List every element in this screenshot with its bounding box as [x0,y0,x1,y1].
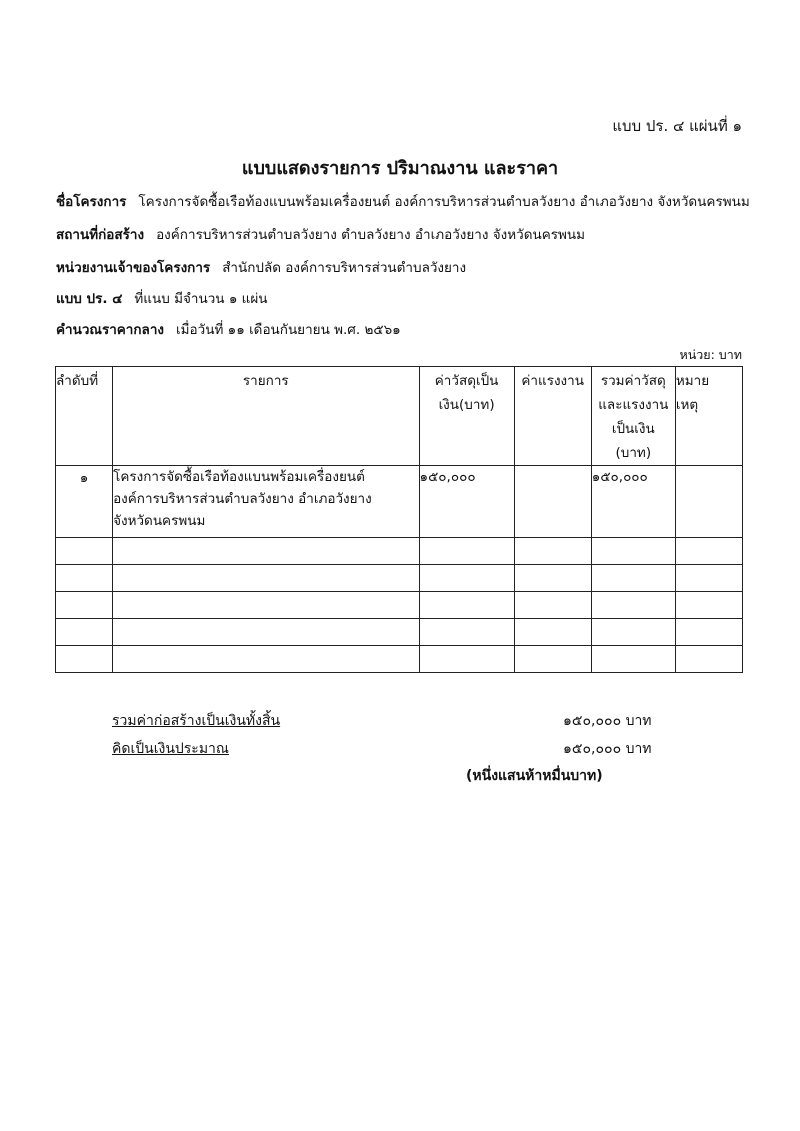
row-remark [675,466,742,538]
header-item: รายการ [113,367,419,466]
row-description: โครงการจัดซื้อเรือท้องแบนพร้อมเครื่องยนต์ องค์การบริหารส่วนตำบลวังยาง อำเภอวังยาง จังหวัดนครพนม [113,466,419,538]
approx-cost-value: ๑๕๐,๐๐๐ บาท [563,741,652,757]
items-table [55,366,743,673]
total-cost-label: รวมค่าก่อสร้างเป็นเงินทั้งสิ้น [112,713,281,729]
form-value: ที่แนบ มีจำนวน ๑ แผ่น [134,291,268,307]
approx-cost-label: คิดเป็นเงินประมาณ [112,741,229,757]
total-cost-value: ๑๕๐,๐๐๐ บาท [563,713,652,729]
row-material-cost: ๑๕๐,๐๐๐ [419,466,514,538]
document-title: แบบแสดงรายการ ปริมาณงาน และราคา [241,158,559,179]
calc-date-row [56,318,401,340]
table-row [56,466,743,538]
owner-value: สำนักปลัด องค์การบริหารส่วนตำบลวังยาง [222,260,467,276]
header-total: รวมค่าวัสดุ และแรงงาน เป็นเงิน (บาท) [591,367,675,466]
row-total-cost: ๑๕๐,๐๐๐ [591,466,675,538]
header-remark: หมาย เหตุ [675,367,742,466]
form-label: แบบ ปร. ๔ [56,291,123,307]
row-number: ๑ [56,466,113,538]
table-row-empty [56,565,743,592]
owner-row [56,256,466,278]
site-label: สถานที่ก่อสร้าง [56,227,145,243]
project-value: โครงการจัดซื้อเรือท้องแบนพร้อมเครื่องยนต์ องค์การบริหารส่วนตำบลวังยาง อำเภอวังยาง จังหวัดนครพนม [138,194,750,210]
header-labor: ค่าแรงงาน [514,367,591,466]
table-row-empty [56,538,743,565]
project-name-row [56,190,750,212]
calc-value: เมื่อวันที่ ๑๑ เดือนกันยายน พ.ศ. ๒๕๖๑ [176,322,401,338]
owner-label: หน่วยงานเจ้าของโครงการ [56,260,211,276]
unit-note: หน่วย: บาท [679,347,742,362]
amount-in-words: (หนึ่งแสนห้าหมื่นบาท) [466,768,603,784]
row-labor-cost [514,466,591,538]
table-row-empty [56,592,743,619]
site-value: องค์การบริหารส่วนตำบลวังยาง ตำบลวังยาง อำเภอวังยาง จังหวัดนครพนม [156,227,586,243]
table-row-empty [56,646,743,673]
header-material: ค่าวัสดุเป็น เงิน(บาท) [419,367,514,466]
form-code: แบบ ปร. ๔ แผ่นที่ ๑ [612,117,742,135]
calc-label: คำนวณราคากลาง [56,322,165,338]
table-header-row [56,367,743,466]
project-label: ชื่อโครงการ [56,194,127,210]
table-row-empty [56,619,743,646]
form-attachment-row [56,287,268,309]
header-no: ลำดับที่ [56,367,113,466]
site-row [56,223,585,245]
